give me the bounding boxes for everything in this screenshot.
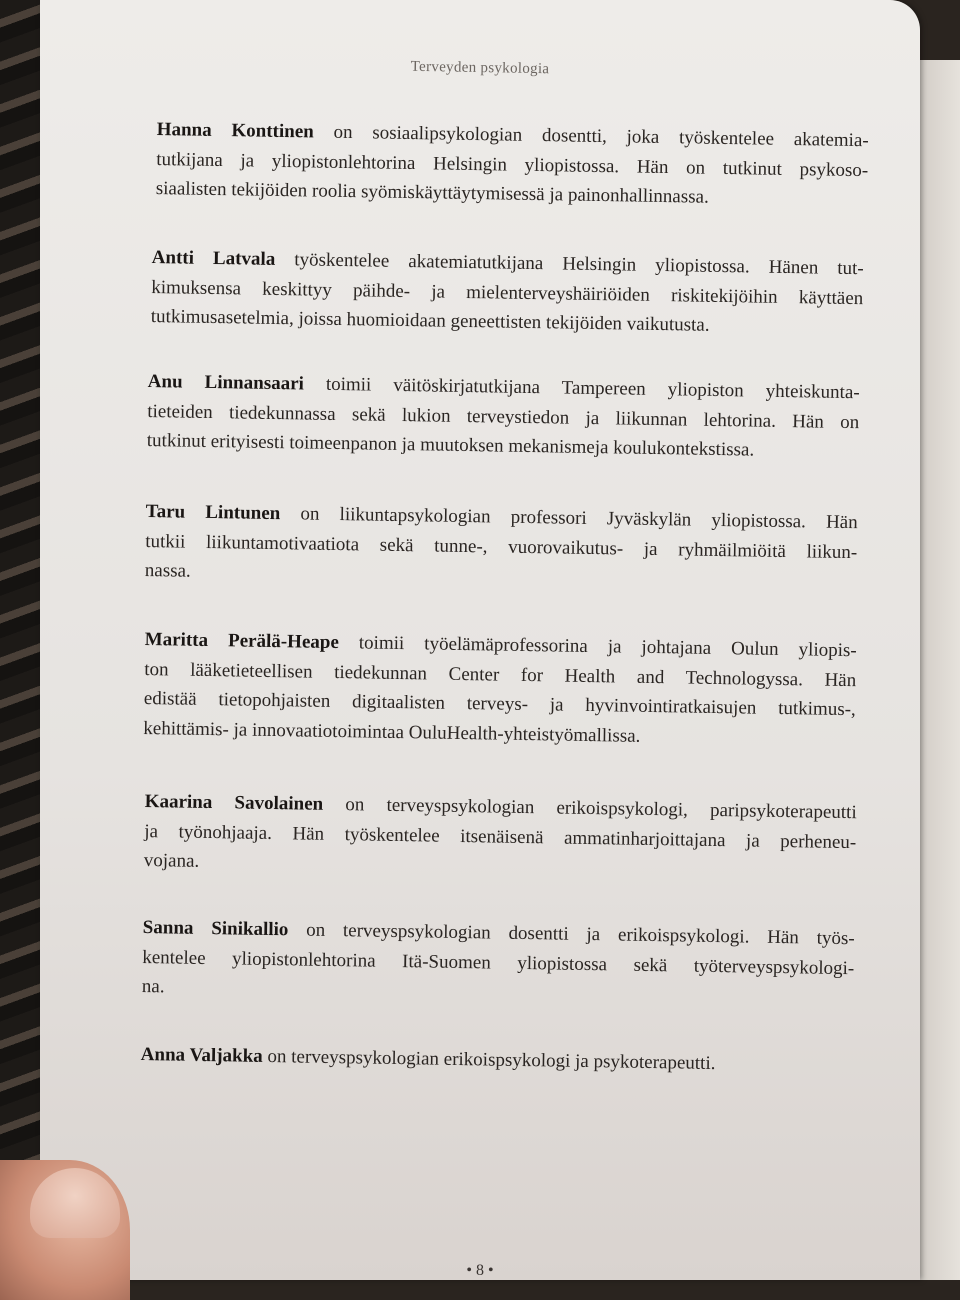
contributor-bio [145,497,858,597]
bio-line: kehittämis- ja innovaatiotoimintaa OuluHealth-yhteistyömallissa. [143,717,641,747]
page-number: • 8 • [466,1262,494,1279]
running-header: Terveyden psykologia [410,58,550,78]
bio-text: toimii työelämäprofessorina ja johtajana Oulun yliopis- [338,632,857,662]
bio-line: vojana. [143,849,200,872]
contributor-name: Anu Linnansaari [147,370,305,395]
bio-line: siaalisten tekijöiden roolia syömiskäyttäytymisessä ja painonhallinnassa. [155,177,709,208]
contributor-name: Anna Valjakka [140,1043,263,1067]
bio-line: edistää tietopohjaisten digitaalisten terveys- ja hyvinvointiratkaisujen tutkimus-, [143,687,856,721]
bio-text: on sosiaalipsykologian dosentti, joka työskentelee akatemia- [313,121,869,152]
contributor-bio [147,367,860,467]
bio-line: tieteiden tiedekunnassa sekä lukion terveystiedon ja liikunnan lehtorina. Hän on [147,400,860,433]
contributor-bio [142,913,855,1013]
bio-text: on liikuntapsykologian professori Jyväskylän yliopistossa. Hän [280,503,858,534]
bio-line: nassa. [144,559,191,582]
bio-text: on terveyspsykologian dosentti ja erikoispsykologi. Hän työs- [288,919,855,950]
contributor-name: Maritta Perälä-Heape [144,628,340,654]
contributor-name: Taru Lintunen [145,500,281,525]
bio-line: tutkii liikuntamotivaatiota sekä tunne-, vuorovaikutus- ja ryhmäilmiöitä liikun- [145,530,858,563]
bio-line: ton lääketieteellisen tiedekunnan Center for Health and Technologyssa. Hän [144,658,857,691]
contributor-bio [156,115,869,215]
bio-text: työskentelee akatemiatutkijana Helsingin yliopistossa. Hänen tut- [275,248,864,280]
bio-line: tutkijana ja yliopistonlehtorina Helsingin yliopistossa. Hän on tutkinut psykoso- [156,148,869,181]
contributor-name: Kaarina Savolainen [144,790,324,815]
bio-text: toimii väitöskirjatutkijana Tampereen yliopiston yhteiskunta- [303,373,860,404]
contributor-bio [143,625,857,754]
bio-text: on terveyspsykologian erikoispsykologi ja psykoterapeutti. [262,1045,716,1075]
bio-line: tutkimusasetelmia, joissa huomioidaan geneettisten tekijöiden vaikutusta. [150,305,710,336]
contributor-bio [151,243,864,343]
bio-text: on terveyspsykologian erikoispsykologi, paripsykoterapeutti [323,793,857,824]
contributor-name: Sanna Sinikallio [142,916,289,941]
bio-line: kentelee yliopistonlehtorina Itä-Suomen yliopistossa sekä työterveyspsykologi- [142,946,855,979]
contributor-name: Antti Latvala [151,246,276,270]
bio-line: tutkinut erityisesti toimeenpanon ja muutoksen mekanismeja koulukontekstissa. [146,429,755,461]
bio-line: na. [141,975,165,998]
contributor-bio [144,787,857,887]
bio-line: kimuksensa keskittyy päihde- ja mielenterveyshäiriöiden riskitekijöihin käyttäen [151,276,864,309]
contributor-name: Hanna Konttinen [156,118,314,143]
bio-line: ja työnohjaaja. Hän työskentelee itsenäisenä ammatinharjoittajana ja perheneu- [144,820,857,853]
